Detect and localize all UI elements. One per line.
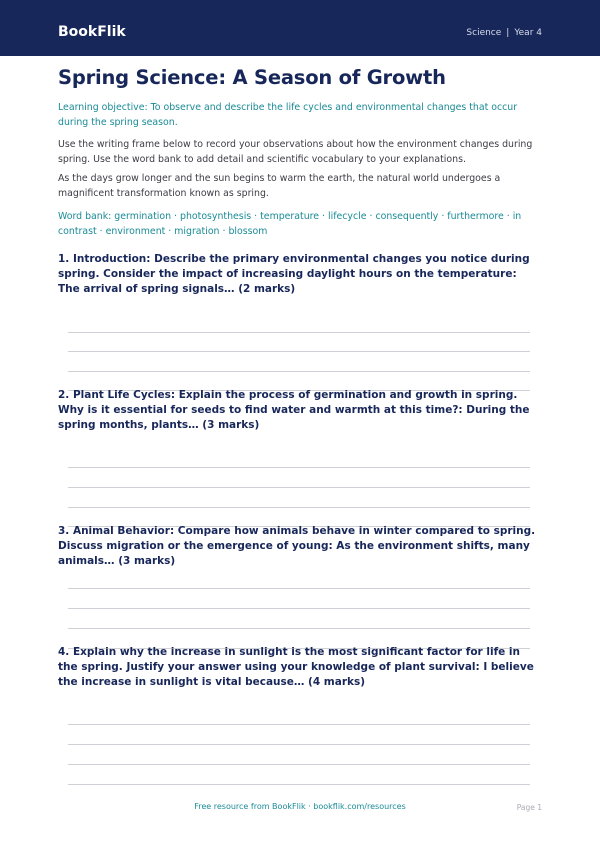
- page-number: Page 1: [516, 803, 542, 812]
- intro-text: As the days grow longer and the sun begins to warm the earth, the natural world undergoes a magnificent transformation known as spring.: [58, 173, 501, 199]
- meta-separator: |: [506, 28, 510, 38]
- answer-line[interactable]: [68, 467, 530, 468]
- header-meta: [466, 28, 542, 38]
- answer-line[interactable]: [68, 588, 530, 589]
- answer-line[interactable]: [68, 628, 530, 629]
- answer-line[interactable]: [68, 764, 530, 765]
- brand-logo: BookFlik: [58, 24, 126, 40]
- question-4: 4. Explain why the increase in sunlight is the most significant factor for life in the spring. Justify your answer using your knowledge of plant survival: I believe the increase in sunlight is vital because… (4 marks): [58, 646, 534, 688]
- instructions-text: Use the writing frame below to record your observations about how the environment changes during spring. Use the word bank to add detail and scientific vocabulary to your explanations.: [58, 139, 533, 165]
- answer-line[interactable]: [68, 784, 530, 785]
- word-bank: Word bank: germination · photosynthesis · temperature · lifecycle · consequently · furthermore · in contrast · environment · migration · blossom: [58, 211, 522, 237]
- question-3: 3. Animal Behavior: Compare how animals behave in winter compared to spring. Discuss migration or the emergence of young: As the environment shifts, many animals… (3 marks): [58, 525, 536, 567]
- page-title: Spring Science: A Season of Growth: [58, 66, 446, 89]
- answer-line[interactable]: [68, 724, 530, 725]
- question-2: 2. Plant Life Cycles: Explain the process of germination and growth in spring. Why is it essential for seeds to find water and warmth at this time?: During the spring months, plants… (3 marks): [58, 389, 530, 431]
- year-label: Year 4: [514, 28, 542, 38]
- learning-objective: Learning objective: To observe and describe the life cycles and environmental changes that occur during the spring season.: [58, 102, 518, 128]
- answer-line[interactable]: [68, 608, 530, 609]
- subject-label: Science: [466, 28, 502, 38]
- footer-link[interactable]: Free resource from BookFlik · bookflik.com/resources: [194, 802, 406, 811]
- answer-line[interactable]: [68, 744, 530, 745]
- answer-line[interactable]: [68, 487, 530, 488]
- answer-line[interactable]: [68, 371, 530, 372]
- question-1: 1. Introduction: Describe the primary environmental changes you notice during spring. Consider the impact of increasing daylight hours on the temperature: The arrival of spring signals… (2 marks): [58, 253, 530, 295]
- answer-line[interactable]: [68, 507, 530, 508]
- header-bar: [0, 0, 600, 56]
- answer-line[interactable]: [68, 332, 530, 333]
- answer-line[interactable]: [68, 351, 530, 352]
